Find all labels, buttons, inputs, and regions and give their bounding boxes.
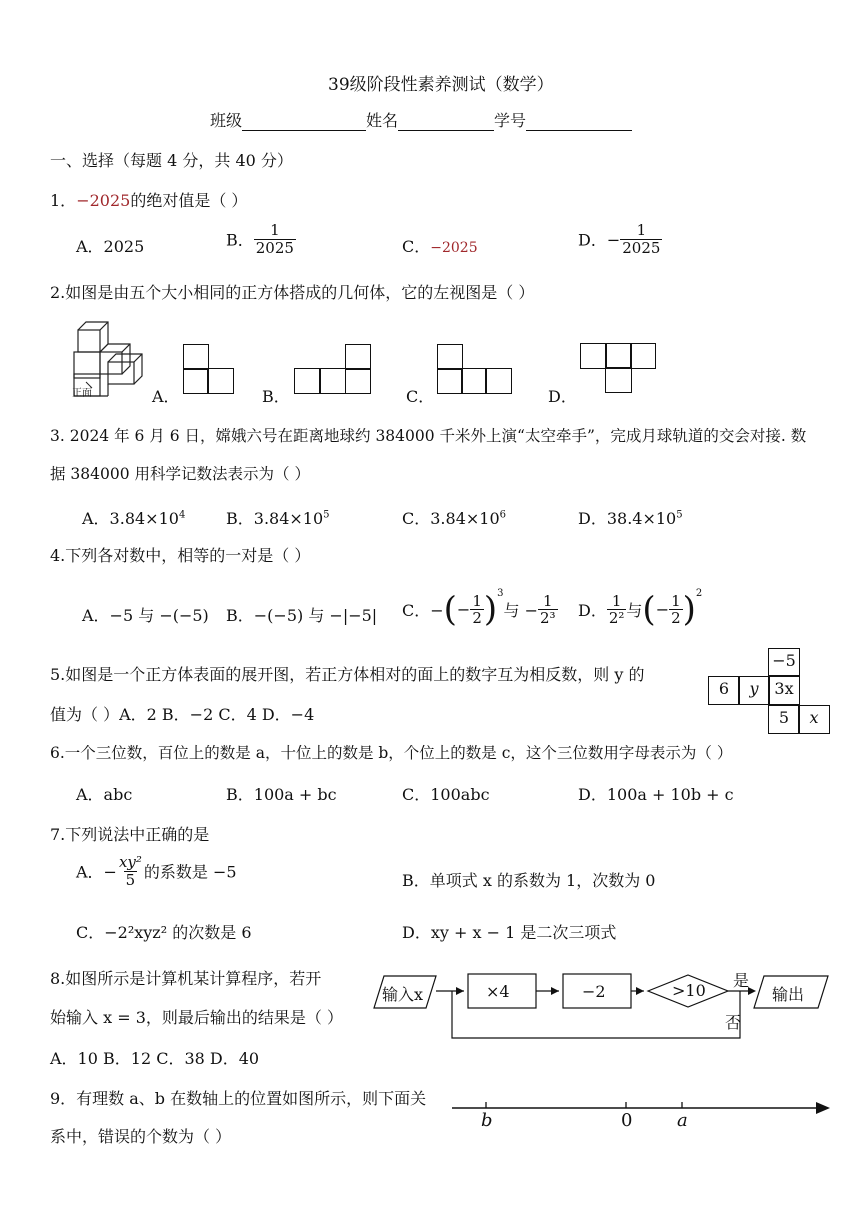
- q2-option-a-label: A．: [152, 387, 180, 406]
- flowchart-figure: [372, 962, 834, 1044]
- page-title: 39级阶段性素养测试（数学）: [328, 75, 554, 95]
- q2-option-d-label: D．: [548, 387, 577, 406]
- net-face-top: −5: [768, 648, 800, 676]
- q1-option-d: D．− $\frac{1}{2025}$: [578, 221, 661, 257]
- flow-yes-label: 是: [733, 971, 750, 990]
- flow-sub-label: −2: [582, 982, 606, 1001]
- flow-output-label: 输出: [772, 985, 805, 1004]
- student-info-row: [210, 108, 632, 131]
- question-7-stem: 7.下列说法中正确的是: [50, 825, 210, 844]
- question-5-line1: 5.如图是一个正方体表面的展开图，若正方体相对的面上的数字互为相反数，则 y 的: [50, 665, 645, 684]
- net-face-bottom: 5: [768, 705, 800, 734]
- section-heading: 一、选择（每题 4 分，共 40 分）: [50, 151, 293, 170]
- question-5-line2: 值为（ ）A．2 B．−2 C．4 D．−4: [50, 705, 315, 724]
- axis-b-label: b: [481, 1110, 493, 1131]
- class-label: 班级: [210, 111, 243, 130]
- axis-a-label: a: [677, 1110, 688, 1131]
- q2-option-c-label: C．: [406, 387, 435, 406]
- name-blank: [398, 114, 494, 131]
- question-8-options: A．10 B．12 C．38 D．40: [50, 1049, 260, 1068]
- question-8-line1: 8.如图所示是计算机某计算程序，若开: [50, 969, 322, 988]
- q7-option-a: A．− $\frac{\text{xy²}}{5}$ 的系数是 −5: [76, 853, 237, 889]
- q2-option-b-label: B．: [262, 387, 290, 406]
- flow-mul-label: ×4: [486, 982, 510, 1001]
- q1-option-c: C．−2025: [402, 237, 478, 256]
- q6-option-d: D．100a + 10b + c: [578, 785, 734, 804]
- q7-option-d: D．xy + x − 1 是二次三项式: [402, 923, 617, 942]
- question-2-stem: 2.如图是由五个大小相同的正方体搭成的几何体，它的左视图是（ ）: [50, 283, 535, 302]
- name-label: 姓名: [366, 111, 399, 130]
- net-face-right: x: [798, 705, 830, 734]
- id-blank: [526, 114, 632, 131]
- flow-no-label: 否: [725, 1013, 742, 1032]
- net-face-left: 6: [708, 676, 740, 705]
- net-face-y: y: [738, 676, 770, 705]
- q3-option-d: D．$38.4\times 10^5$: [578, 509, 683, 528]
- question-9-line2: 系中，错误的个数为（ ）: [50, 1127, 232, 1146]
- class-blank: [242, 114, 366, 131]
- q3-option-a: A．$3.84\times 10^4$: [82, 509, 186, 528]
- question-1-stem: 1．−2025的绝对值是（ ）: [50, 191, 248, 210]
- id-label: 学号: [494, 111, 527, 130]
- q7-option-c: C．−2²xyz² 的次数是 6: [76, 923, 252, 942]
- q4-option-b: B．−(−5) 与 −|−5|: [226, 606, 378, 625]
- q3-option-b: B．$3.84\times 10^5$: [226, 509, 330, 528]
- flow-input-label: 输入x: [382, 985, 424, 1004]
- question-6-stem: 6.一个三位数，百位上的数是 a，十位上的数是 b，个位上的数是 c，这个三位数用字母表示为（ ）: [50, 744, 733, 762]
- question-9-line1: 9．有理数 a、b 在数轴上的位置如图所示，则下面关: [50, 1089, 427, 1108]
- front-label: 正面: [72, 388, 92, 399]
- q4-option-a: A．−5 与 −(−5): [82, 606, 209, 625]
- q6-option-a: A．abc: [76, 785, 133, 804]
- q6-option-b: B．100a + bc: [226, 785, 337, 804]
- q3-option-c: C．$3.84\times 10^6$: [402, 509, 507, 528]
- question-4-stem: 4.下列各对数中，相等的一对是（ ）: [50, 546, 311, 565]
- question-3-line2: 据 384000 用科学记数法表示为（ ）: [50, 465, 310, 483]
- axis-zero-label: 0: [621, 1110, 633, 1131]
- q6-option-c: C．100abc: [402, 785, 490, 804]
- q1-option-a: A．2025: [76, 237, 145, 256]
- q7-option-b: B．单项式 x 的系数为 1，次数为 0: [402, 871, 656, 890]
- q4-option-c: C．−(− $\frac{1}{2}$ )$^3$与 − $\frac{1}{\text{2³}}$: [402, 588, 556, 630]
- flow-cond-label: >10: [672, 981, 706, 1000]
- number-line: [450, 1096, 834, 1126]
- q1-option-b: B． $\frac{1}{2025}$: [226, 221, 294, 257]
- net-face-mid: 3x: [768, 676, 800, 705]
- q4-option-d: D． $\frac{1}{\text{2²}}$ 与(− $\frac{1}{2}$ )$^2$: [578, 588, 703, 630]
- question-3-line1: 3. 2024 年 6 月 6 日，嫦娥六号在距离地球约 384000 千米外上演“太空牵手”，完成月球轨道的交会对接. 数: [50, 427, 807, 445]
- question-8-line2: 始输入 x = 3，则最后输出的结果是（ ）: [50, 1008, 343, 1027]
